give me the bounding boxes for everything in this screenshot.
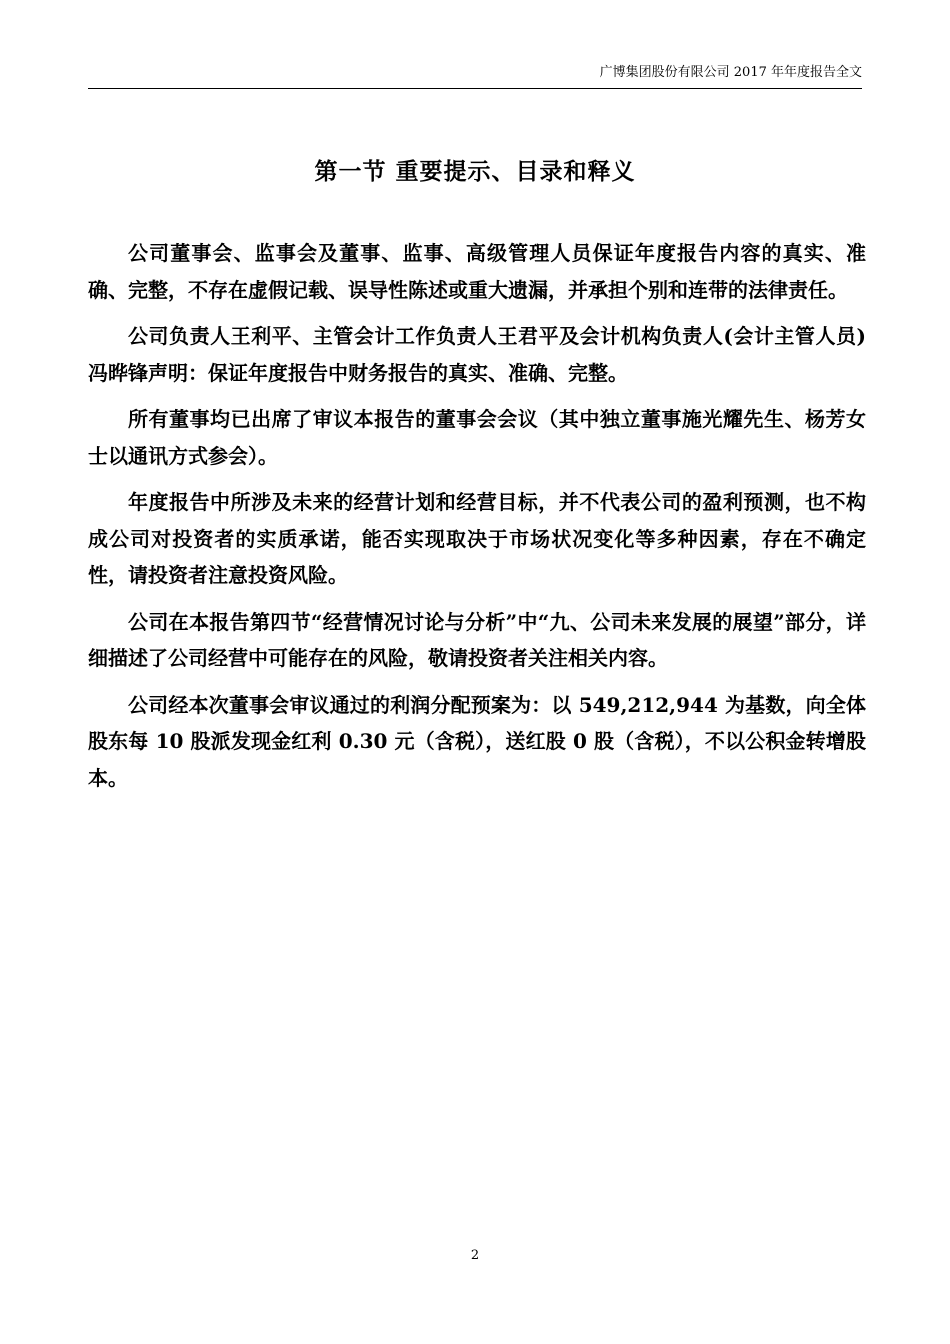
paragraph-profit-distribution: 公司经本次董事会审议通过的利润分配预案为：以 549,212,944 为基数，向全体股东每 10 股派发现金红利 0.30 元（含税），送红股 0 股（含税），不以公积金转增股本。 — [88, 692, 866, 790]
body-text — [88, 235, 866, 806]
header-title: 广博集团股份有限公司 2017 年年度报告全文 — [599, 65, 862, 80]
paragraph-responsibility-statement: 公司董事会、监事会及董事、监事、高级管理人员保证年度报告内容的真实、准确、完整，不存在虚假记载、误导性陈述或重大遗漏，并承担个别和连带的法律责任。 — [88, 241, 866, 302]
page-number: 2 — [470, 1248, 480, 1263]
paragraph-forward-looking-disclaimer: 年度报告中所涉及未来的经营计划和经营目标，并不代表公司的盈利预测，也不构成公司对投资者的实质承诺，能否实现取决于市场状况变化等多种因素，存在不确定性，请投资者注意投资风险。 — [88, 490, 866, 587]
paragraph-risk-reference: 公司在本报告第四节“经营情况讨论与分析”中“九、公司未来发展的展望”部分，详细描述了公司经营中可能存在的风险，敬请投资者关注相关内容。 — [88, 609, 866, 670]
section-title: 第一节 重要提示、目录和释义 — [314, 158, 636, 185]
paragraph-board-attendance: 所有董事均已出席了审议本报告的董事会会议（其中独立董事施光耀先生、杨芳女士以通讯方式参会）。 — [88, 407, 866, 468]
paragraph-financial-report-statement: 公司负责人王利平、主管会计工作负责人王君平及会计机构负责人(会计主管人员)冯晔锋声明：保证年度报告中财务报告的真实、准确、完整。 — [88, 324, 866, 385]
page-header — [88, 60, 862, 89]
